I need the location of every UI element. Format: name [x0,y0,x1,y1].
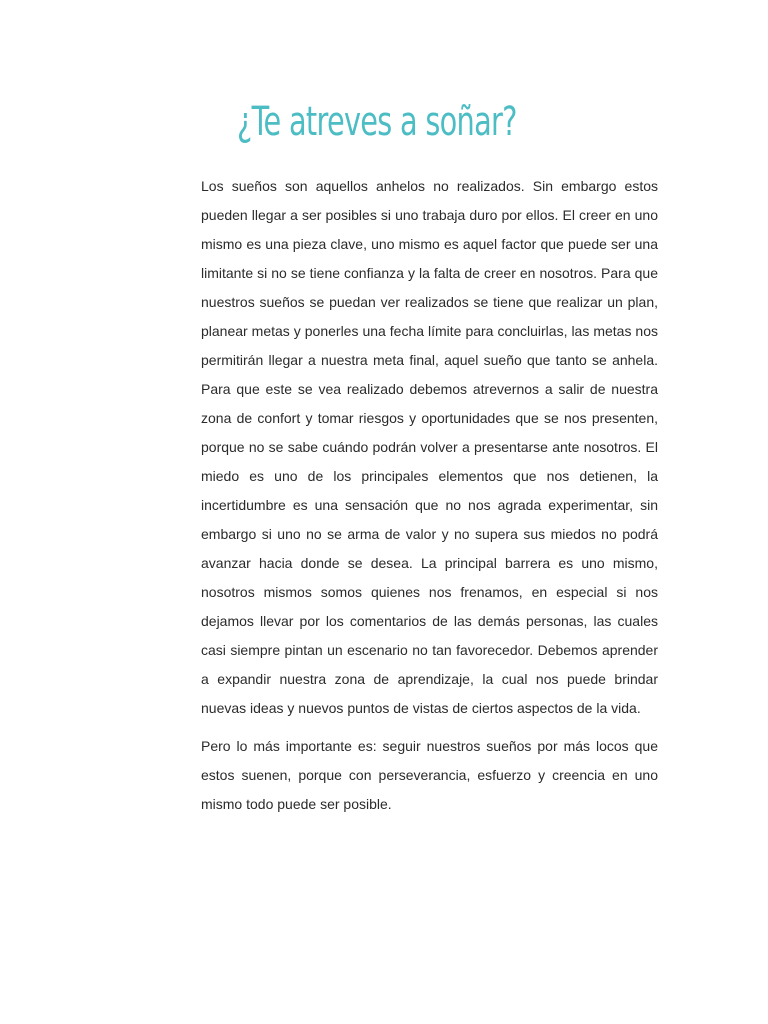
document-title: ¿Te atreves a soñar? [237,99,517,145]
document-body [201,172,658,819]
body-paragraph-1: Los sueños son aquellos anhelos no realizados. Sin embargo estos pueden llegar a ser posibles si uno trabaja duro por ellos. El creer en uno mismo es una pieza clave, uno mismo es aquel factor que puede ser una limitante si no se tiene confianza y la falta de creer en nosotros. Para que nuestros sueños se puedan ver realizados se tiene que realizar un plan, planear metas y ponerles una fecha límite para concluirlas, las metas nos permitirán llegar a nuestra meta final, aquel sueño que tanto se anhela. Para que este se vea realizado debemos atrevernos a salir de nuestra zona de confort y tomar riesgos y oportunidades que se nos presenten, porque no se sabe cuándo podrán volver a presentarse ante nosotros. El miedo es uno de los principales elementos que nos detienen, la incertidumbre es una sensación que no nos agrada experimentar, sin embargo si uno no se arma de valor y no supera sus miedos no podrá avanzar hacia donde se desea. La principal barrera es uno mismo, nosotros mismos somos quienes nos frenamos, en especial si nos dejamos llevar por los comentarios de las demás personas, las cuales casi siempre pintan un escenario no tan favorecedor. Debemos aprender a expandir nuestra zona de aprendizaje, la cual nos puede brindar nuevas ideas y nuevos puntos de vistas de ciertos aspectos de la vida. [201,178,658,716]
body-paragraph-2: Pero lo más importante es: seguir nuestros sueños por más locos que estos suenen, porque con perseverancia, esfuerzo y creencia en uno mismo todo puede ser posible. [201,738,658,812]
